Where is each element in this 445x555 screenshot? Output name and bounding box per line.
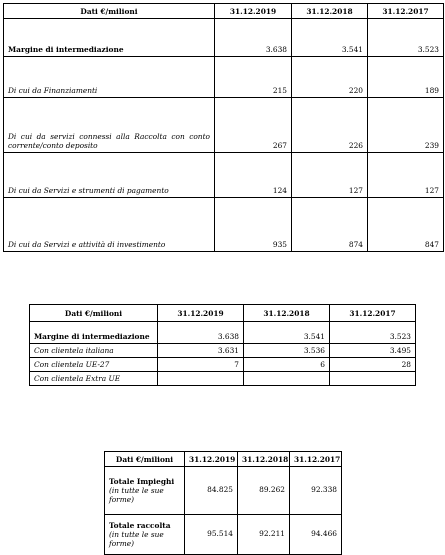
column-header: 31.12.2017 [330, 305, 416, 322]
cell-value: 847 [368, 198, 444, 252]
column-header: Dati €/milioni [4, 4, 215, 19]
cell-value: 226 [292, 98, 368, 153]
row-label: Totale raccolta [109, 521, 171, 530]
cell-value: 92.338 [290, 467, 342, 515]
row-label: Di cui da servizi connessi alla Raccolta con conto corrente/conto deposito [4, 98, 215, 153]
row-label: Totale Impieghi [109, 477, 175, 486]
column-header: 31.12.2019 [215, 4, 292, 19]
cell-value [330, 372, 416, 386]
cell-value: 3.638 [158, 322, 244, 344]
cell-value: 28 [330, 358, 416, 372]
cell-value: 239 [368, 98, 444, 153]
client-geography-table [29, 304, 416, 386]
cell-value: 3.638 [215, 19, 292, 57]
table-header-row [105, 452, 342, 467]
cell-value: 94.466 [290, 515, 342, 555]
row-label-cell [105, 467, 185, 515]
column-header: 31.12.2017 [368, 4, 444, 19]
cell-value: 874 [292, 198, 368, 252]
margin-breakdown-table [3, 3, 444, 252]
cell-value: 3.523 [368, 19, 444, 57]
cell-value: 95.514 [185, 515, 238, 555]
table-row [4, 19, 444, 57]
table-header-row [30, 305, 416, 322]
row-label: Di cui da Servizi e strumenti di pagamento [4, 153, 215, 198]
cell-value: 3.536 [244, 344, 330, 358]
cell-value: 127 [368, 153, 444, 198]
cell-value: 124 [215, 153, 292, 198]
cell-value: 6 [244, 358, 330, 372]
row-label-cell [105, 515, 185, 555]
table-row [30, 358, 416, 372]
column-header: 31.12.2018 [292, 4, 368, 19]
cell-value: 84.825 [185, 467, 238, 515]
column-header: 31.12.2018 [238, 452, 290, 467]
cell-value [244, 372, 330, 386]
table-row [4, 98, 444, 153]
row-label: Con clientela Extra UE [30, 372, 158, 386]
column-header: 31.12.2019 [158, 305, 244, 322]
cell-value: 935 [215, 198, 292, 252]
row-label: Con clientela italiana [30, 344, 158, 358]
table-row [30, 344, 416, 358]
cell-value: 3.523 [330, 322, 416, 344]
table-row [4, 198, 444, 252]
column-header: 31.12.2018 [244, 305, 330, 322]
column-header: Dati €/milioni [105, 452, 185, 467]
row-label: Di cui da Finanziamenti [4, 57, 215, 98]
cell-value: 92.211 [238, 515, 290, 555]
cell-value: 267 [215, 98, 292, 153]
table-header-row [4, 4, 444, 19]
cell-value: 7 [158, 358, 244, 372]
cell-value: 215 [215, 57, 292, 98]
column-header: 31.12.2017 [290, 452, 342, 467]
cell-value: 3.541 [292, 19, 368, 57]
cell-value: 89.262 [238, 467, 290, 515]
row-label: Con clientela UE-27 [30, 358, 158, 372]
cell-value: 3.541 [244, 322, 330, 344]
cell-value: 189 [368, 57, 444, 98]
table-row [4, 153, 444, 198]
row-label: Margine di intermediazione [30, 322, 158, 344]
row-sublabel: (in tutte le sue forme) [109, 486, 164, 504]
row-sublabel: (in tutte le sue forme) [109, 530, 164, 548]
cell-value: 3.631 [158, 344, 244, 358]
table-row [30, 322, 416, 344]
table-row [105, 515, 342, 555]
cell-value: 127 [292, 153, 368, 198]
cell-value: 220 [292, 57, 368, 98]
loans-deposits-table [104, 451, 342, 555]
row-label: Di cui da Servizi e attività di investimento [4, 198, 215, 252]
table-row [105, 467, 342, 515]
cell-value: 3.495 [330, 344, 416, 358]
table-row [30, 372, 416, 386]
column-header: Dati €/milioni [30, 305, 158, 322]
cell-value [158, 372, 244, 386]
table-row [4, 57, 444, 98]
column-header: 31.12.2019 [185, 452, 238, 467]
row-label: Margine di intermediazione [4, 19, 215, 57]
